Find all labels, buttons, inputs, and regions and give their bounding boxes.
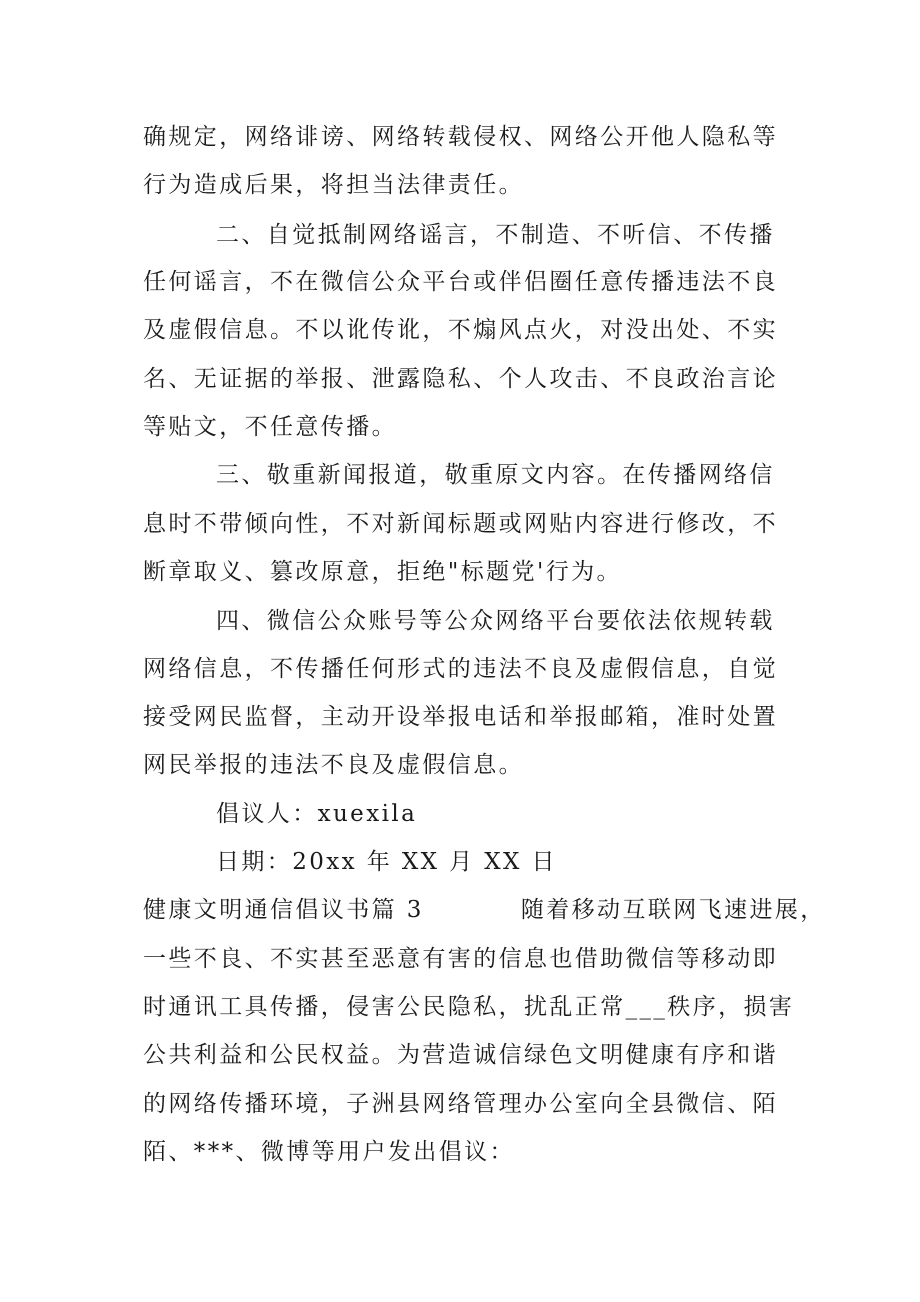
text-line: 一些不良、不实甚至恶意有害的信息也借助微信等移动即	[143, 946, 778, 972]
paragraph-2-start: 二、自觉抵制网络谣言，不制造、不听信、不传播	[216, 222, 775, 248]
text-line: 网民举报的违法不良及虚假信息。	[143, 752, 524, 778]
text-line: 确规定，网络诽谤、网络转载侵权、网络公开他人隐私等	[143, 124, 778, 150]
text-line: 等贴文，不任意传播。	[143, 414, 397, 440]
text-line: 息时不带倾向性，不对新闻标题或网贴内容进行修改，不	[143, 511, 778, 537]
text-line: 及虚假信息。不以讹传讹，不煽风点火，对没出处、不实	[143, 317, 778, 343]
text-line: 断章取义、篡改原意，拒绝"标题党'行为。	[143, 559, 622, 585]
text-line: 的网络传播环境，子洲县网络管理办公室向全县微信、陌	[143, 1091, 778, 1117]
date-line: 日期：20xx 年 XX 月 XX 日	[216, 849, 557, 875]
text-line: 名、无证据的举报、泄露隐私、个人攻击、不良政治言论	[143, 366, 778, 392]
text-line: 接受网民监督，主动开设举报电话和举报邮箱，准时处置	[143, 704, 778, 730]
section-heading-line: 健康文明通信倡议书篇 3 随着移动互联网飞速进展，	[143, 897, 826, 923]
text-line: 陌、***、微博等用户发出倡议：	[143, 1139, 515, 1165]
text-line: 网络信息，不传播任何形式的违法不良及虚假信息，自觉	[143, 656, 778, 682]
paragraph-4-start: 四、微信公众账号等公众网络平台要依法依规转载	[216, 608, 775, 634]
text-line: 任何谣言，不在微信公众平台或伴侣圈任意传播违法不良	[143, 269, 778, 295]
text-line: 时通讯工具传播，侵害公民隐私，扰乱正常___秩序，损害	[143, 994, 795, 1020]
text-line: 行为造成后果，将担当法律责任。	[143, 172, 524, 198]
text-line: 公共利益和公民权益。为营造诚信绿色文明健康有序和谐	[143, 1042, 778, 1068]
proposer-line: 倡议人：xuexila	[216, 801, 418, 827]
paragraph-3-start: 三、敬重新闻报道，敬重原文内容。在传播网络信	[216, 462, 775, 488]
